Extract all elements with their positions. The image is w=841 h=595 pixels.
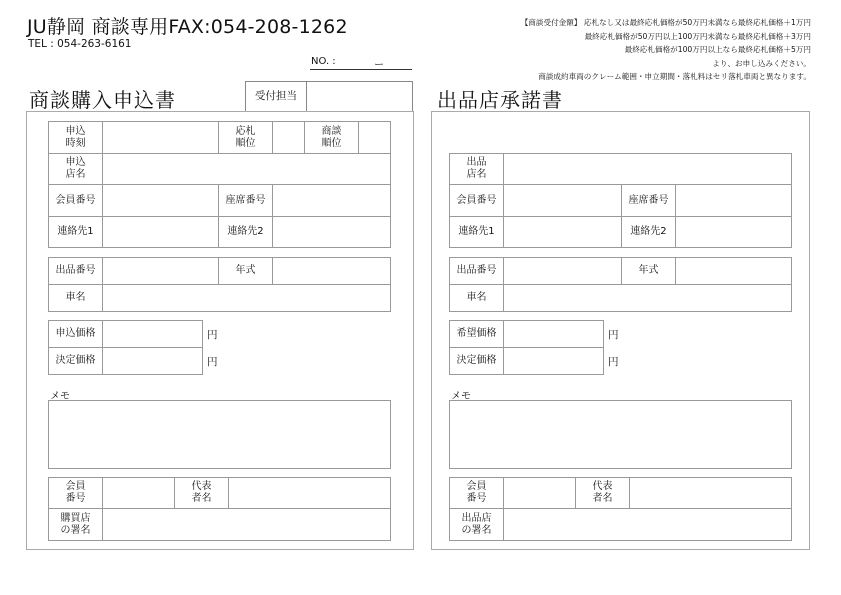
model-year-input[interactable] <box>273 258 391 285</box>
contact1-input[interactable] <box>504 217 622 248</box>
car-name-label: 車名 <box>450 285 504 312</box>
note-line: 商談成約車両のクレーム範囲・申立期間・落札料はセリ落札車両と異なります。 <box>538 72 811 82</box>
seat-no-label: 座席番号 <box>622 185 676 217</box>
yen-unit: 円 <box>207 329 218 341</box>
number-value: ー <box>374 60 384 71</box>
seller-signature-input[interactable] <box>504 509 792 541</box>
seat-no-input[interactable] <box>273 185 391 217</box>
car-name-input[interactable] <box>103 285 391 312</box>
sig-member-label: 会員 番号 <box>450 478 504 509</box>
sig-member-input[interactable] <box>504 478 576 509</box>
right-form-title: 出品店承諾書 <box>437 88 563 112</box>
deal-rank-input[interactable] <box>359 122 391 154</box>
left-applicant-table <box>48 121 391 248</box>
member-no-label: 会員番号 <box>49 185 103 217</box>
seller-signature-label: 出品店 の署名 <box>450 509 504 541</box>
note-line: 【商談受付金額】 応札なし又は最終応札価格が50万円未満なら最終応札価格＋1万円 <box>520 18 811 27</box>
decided-price-input[interactable] <box>103 348 203 375</box>
fax-header-title: JU静岡 商談専用FAX:054-208-1262 <box>27 16 348 38</box>
apply-store-label: 申込 店名 <box>49 154 103 185</box>
apply-price-input[interactable] <box>103 321 203 348</box>
number-label: NO. : <box>311 56 336 67</box>
bid-rank-input[interactable] <box>273 122 305 154</box>
apply-time-input[interactable] <box>103 122 219 154</box>
sig-rep-input[interactable] <box>630 478 792 509</box>
seller-store-label: 出品 店名 <box>450 154 504 185</box>
right-vehicle-table <box>449 257 792 312</box>
left-price-table <box>48 320 203 375</box>
car-name-label: 車名 <box>49 285 103 312</box>
sig-rep-input[interactable] <box>229 478 391 509</box>
yen-unit: 円 <box>608 329 619 341</box>
decided-price-label: 決定価格 <box>49 348 103 375</box>
note-line: より、お申し込みください。 <box>712 58 811 68</box>
seller-store-input[interactable] <box>504 154 792 185</box>
member-no-label: 会員番号 <box>450 185 504 217</box>
yen-unit: 円 <box>608 356 619 368</box>
right-price-table <box>449 320 604 375</box>
deal-rank-label: 商談 順位 <box>305 122 359 154</box>
decided-price-label: 決定価格 <box>450 348 504 375</box>
contact1-label: 連絡先1 <box>450 217 504 248</box>
sig-rep-label: 代表 者名 <box>175 478 229 509</box>
memo-input[interactable] <box>48 400 391 469</box>
contact2-label: 連絡先2 <box>219 217 273 248</box>
car-name-input[interactable] <box>504 285 792 312</box>
note-line: 最終応札価格が100万円以上なら最終応札価格＋5万円 <box>624 45 811 55</box>
model-year-label: 年式 <box>622 258 676 285</box>
number-field[interactable] <box>310 56 412 70</box>
listing-no-label: 出品番号 <box>450 258 504 285</box>
left-vehicle-table <box>48 257 391 312</box>
member-no-input[interactable] <box>504 185 622 217</box>
contact1-input[interactable] <box>103 217 219 248</box>
buyer-signature-input[interactable] <box>103 509 391 541</box>
memo-input[interactable] <box>449 400 792 469</box>
memo-label: メモ <box>50 391 70 402</box>
contact1-label: 連絡先1 <box>49 217 103 248</box>
sig-member-input[interactable] <box>103 478 175 509</box>
seat-no-input[interactable] <box>676 185 792 217</box>
left-form-title: 商談購入申込書 <box>29 88 176 112</box>
desired-price-label: 希望価格 <box>450 321 504 348</box>
reception-box <box>245 81 413 111</box>
seat-no-label: 座席番号 <box>219 185 273 217</box>
member-no-input[interactable] <box>103 185 219 217</box>
contact2-input[interactable] <box>273 217 391 248</box>
model-year-input[interactable] <box>676 258 792 285</box>
deal-amount-notes <box>391 16 811 84</box>
apply-time-label: 申込 時刻 <box>49 122 103 154</box>
sig-member-label: 会員 番号 <box>49 478 103 509</box>
contact2-input[interactable] <box>676 217 792 248</box>
left-signature-table <box>48 477 391 541</box>
listing-no-input[interactable] <box>103 258 219 285</box>
apply-store-input[interactable] <box>103 154 391 185</box>
listing-no-input[interactable] <box>504 258 622 285</box>
note-line: 最終応札価格が50万円以上100万円未満なら最終応札価格＋3万円 <box>584 31 811 41</box>
desired-price-input[interactable] <box>504 321 604 348</box>
bid-rank-label: 応札 順位 <box>219 122 273 154</box>
apply-price-label: 申込価格 <box>49 321 103 348</box>
memo-label: メモ <box>451 391 471 402</box>
yen-unit: 円 <box>207 356 218 368</box>
reception-label: 受付担当 <box>246 82 307 111</box>
sig-rep-label: 代表 者名 <box>576 478 630 509</box>
model-year-label: 年式 <box>219 258 273 285</box>
listing-no-label: 出品番号 <box>49 258 103 285</box>
contact2-label: 連絡先2 <box>622 217 676 248</box>
right-signature-table <box>449 477 792 541</box>
right-seller-table <box>449 153 792 248</box>
buyer-signature-label: 購買店 の署名 <box>49 509 103 541</box>
decided-price-input[interactable] <box>504 348 604 375</box>
tel-number: TEL : 054-263-6161 <box>28 38 132 50</box>
